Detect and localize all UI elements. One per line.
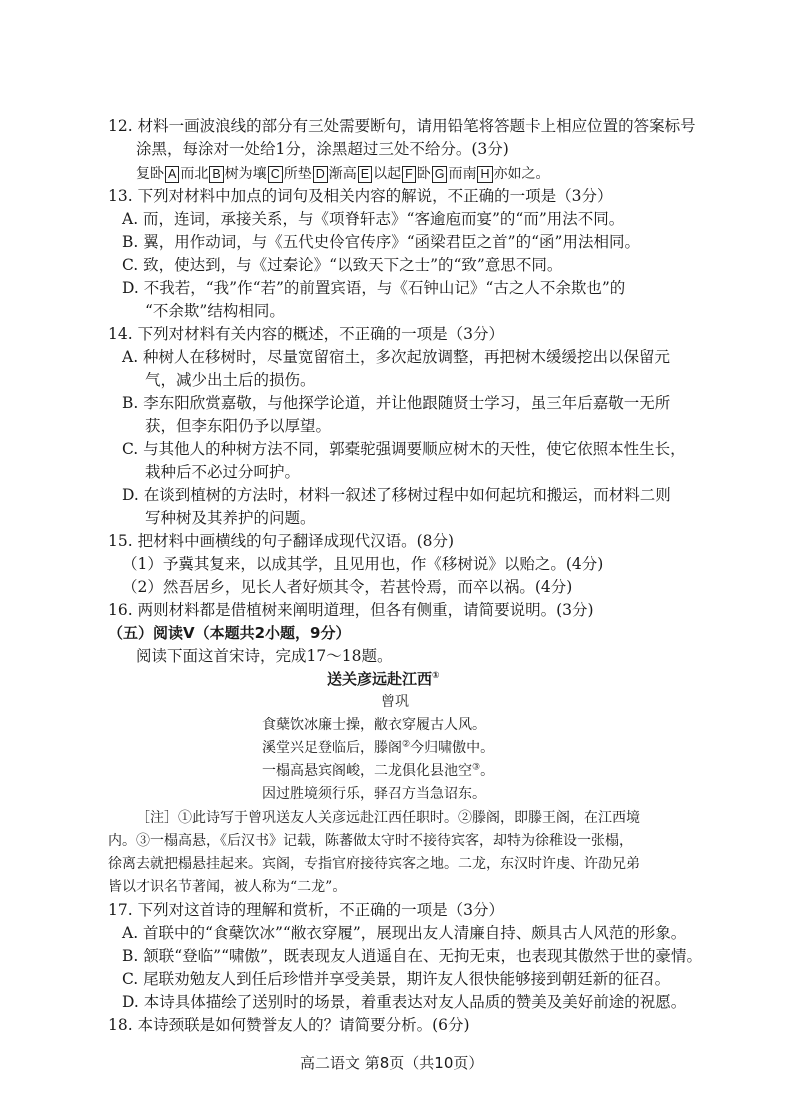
poem-line-3-note-mark: ③ <box>472 762 481 773</box>
q12-seg: 卧 <box>416 166 431 182</box>
q12-line1: 12. 材料一画波浪线的部分有三处需要断句，请用铅笔将答题卡上相应位置的答案标号 <box>108 117 696 135</box>
q12-box-h: H <box>477 166 492 183</box>
q12-seg: 而北 <box>180 166 209 182</box>
q16-stem: 16. 两则材料都是借植树来阐明道理，但各有侧重，请简要说明。(3分) <box>108 601 594 619</box>
note-line-2: 内。③一榻高悬，《后汉书》记载，陈蕃做太守时不接待宾客，却特为徐稚设一张榻， <box>108 833 633 849</box>
poem-author: 曾巩 <box>381 694 409 710</box>
q13-option-a: A. 而，连词，承接关系，与《项脊轩志》“客逾庖而宴”的“而”用法不同。 <box>122 210 625 228</box>
q17-stem: 17. 下列对这首诗的理解和赏析，不正确的一项是（3分） <box>108 901 504 919</box>
q13-option-d-line1: D. 不我若，“我”作“若”的前置宾语，与《石钟山记》“古之人不余欺也”的 <box>122 279 626 297</box>
q12-box-b: B <box>209 166 223 183</box>
note-line-3: 徐离去就把榻悬挂起来。宾阁，专指官府接待宾客之地。二龙，东汉时许虔、许劭兄弟 <box>108 856 640 872</box>
q13-stem: 13. 下列对材料中加点的词句及相关内容的解说，不正确的一项是（3分） <box>108 187 613 205</box>
section-heading: （五）阅读Ⅴ（本题共2小题，9分） <box>108 624 351 642</box>
q17-option-a: A. 首联中的“食蘖饮冰”“敝衣穿履”，展现出友人清廉自持、颇具古人风范的形象。 <box>122 924 687 942</box>
q12-seg: 树为壤 <box>224 166 267 182</box>
q12-box-e: E <box>358 166 372 183</box>
q12-box-g: G <box>432 166 448 183</box>
q12-seg: 渐高 <box>328 166 357 182</box>
q12-seg: 亦如之。 <box>493 166 550 182</box>
q15-sentence-1: （1）予冀其复来，以成其学，且见用也，作《移树说》以贻之。(4分) <box>122 555 604 573</box>
poem-title-note-mark: ① <box>432 671 440 681</box>
q14-option-b-line1: B. 李东阳欣赏嘉敬，与他探学论道，并让他跟随贤士学习，虽三年后嘉敬一无所 <box>122 394 671 412</box>
q13-option-c: C. 致，使达到，与《过秦论》“以致天下之士”的“致”意思不同。 <box>122 256 563 274</box>
q12-line2: 涂黑，每涂对一处给1分，涂黑超过三处不给分。(3分) <box>136 140 509 158</box>
q12-box-a: A <box>165 166 179 183</box>
poem-line-3a: 一榻高悬宾阁峻，二龙俱化县池空 <box>262 763 472 779</box>
q15-sentence-2: （2）然吾居乡，见长人者好烦其令，若甚怜焉，而卒以祸。(4分) <box>122 578 573 596</box>
poem-line-3b: 。 <box>480 763 495 779</box>
poem-title <box>327 669 440 689</box>
q14-option-a-line1: A. 种树人在移树时，尽量宽留宿土，多次起放调整，再把树木缓缓挖出以保留元 <box>122 348 671 366</box>
poem-line-1: 食蘖饮冰廉士操，敝衣穿履古人风。 <box>262 717 486 733</box>
q12-box-c: C <box>268 166 283 183</box>
poem-line-2 <box>262 738 494 758</box>
section-intro: 阅读下面这首宋诗，完成17～18题。 <box>136 647 393 665</box>
poem-line-3 <box>262 761 494 781</box>
q14-option-d-line2: 写种树及其养护的问题。 <box>145 509 316 527</box>
poem-line-2b: 今归啸傲中。 <box>410 740 495 756</box>
q12-seg: 所垫 <box>283 166 312 182</box>
q12-box-f: F <box>402 166 416 183</box>
q12-seg: 复卧 <box>136 166 164 182</box>
q14-option-d-line1: D. 在谈到植树的方法时，材料一叙述了移树过程中如何起坑和搬运，而材料二则 <box>122 486 671 504</box>
q14-option-a-line2: 气，减少出土后的损伤。 <box>145 371 316 389</box>
q13-option-d-line2: “不余欺”结构相同。 <box>145 302 285 320</box>
q15-stem: 15. 把材料中画横线的句子翻译成现代汉语。(8分) <box>108 532 455 550</box>
poem-line-2a: 溪堂兴足登临后，滕阁 <box>262 740 402 756</box>
poem-title-text: 送关彦远赴江西 <box>327 670 433 688</box>
q14-option-c-line2: 栽种后不必过分呵护。 <box>145 463 301 481</box>
q17-option-b: B. 颔联“登临”“啸傲”，既表现友人逍遥自在、无拘无束，也表现其傲然于世的豪情。 <box>122 947 702 965</box>
page-footer: 高二语文 第8页（共10页） <box>300 1054 484 1072</box>
q14-option-c-line1: C. 与其他人的种树方法不同，郭橐驼强调要顺应树木的天性，使它依照本性生长， <box>122 440 686 458</box>
q12-seg: 而南 <box>448 166 477 182</box>
poem-line-4: 因过胜境须行乐，驿召方当急诏东。 <box>262 786 486 802</box>
q12-seg: 以起 <box>373 166 402 182</box>
q13-option-b: B. 翼，用作动词，与《五代史伶官传序》“函梁君臣之首”的“函”用法相同。 <box>122 233 640 251</box>
q17-option-d: D. 本诗具体描绘了送别时的场景，着重表达对友人品质的赞美及美好前途的祝愿。 <box>122 993 687 1011</box>
q14-stem: 14. 下列对材料有关内容的概述，不正确的一项是（3分） <box>108 325 504 343</box>
poem-line-2-note-mark: ② <box>402 739 411 750</box>
q18-stem: 18. 本诗颈联是如何赞誉友人的？请简要分析。(6分) <box>108 1016 470 1034</box>
note-line-1: ［注］①此诗写于曾巩送友人关彦远赴江西任职时。②滕阁，即滕王阁，在江西境 <box>136 810 640 826</box>
note-line-4: 皆以才识名节著闻，被人称为“二龙”。 <box>108 879 347 895</box>
q17-option-c: C. 尾联劝勉友人到任后珍惜并享受美景，期许友人很快能够接到朝廷新的征召。 <box>122 970 671 988</box>
q12-sentence <box>136 164 550 184</box>
q14-option-b-line2: 获，但李东阳仍予以厚望。 <box>145 417 332 435</box>
q12-box-d: D <box>313 166 328 183</box>
